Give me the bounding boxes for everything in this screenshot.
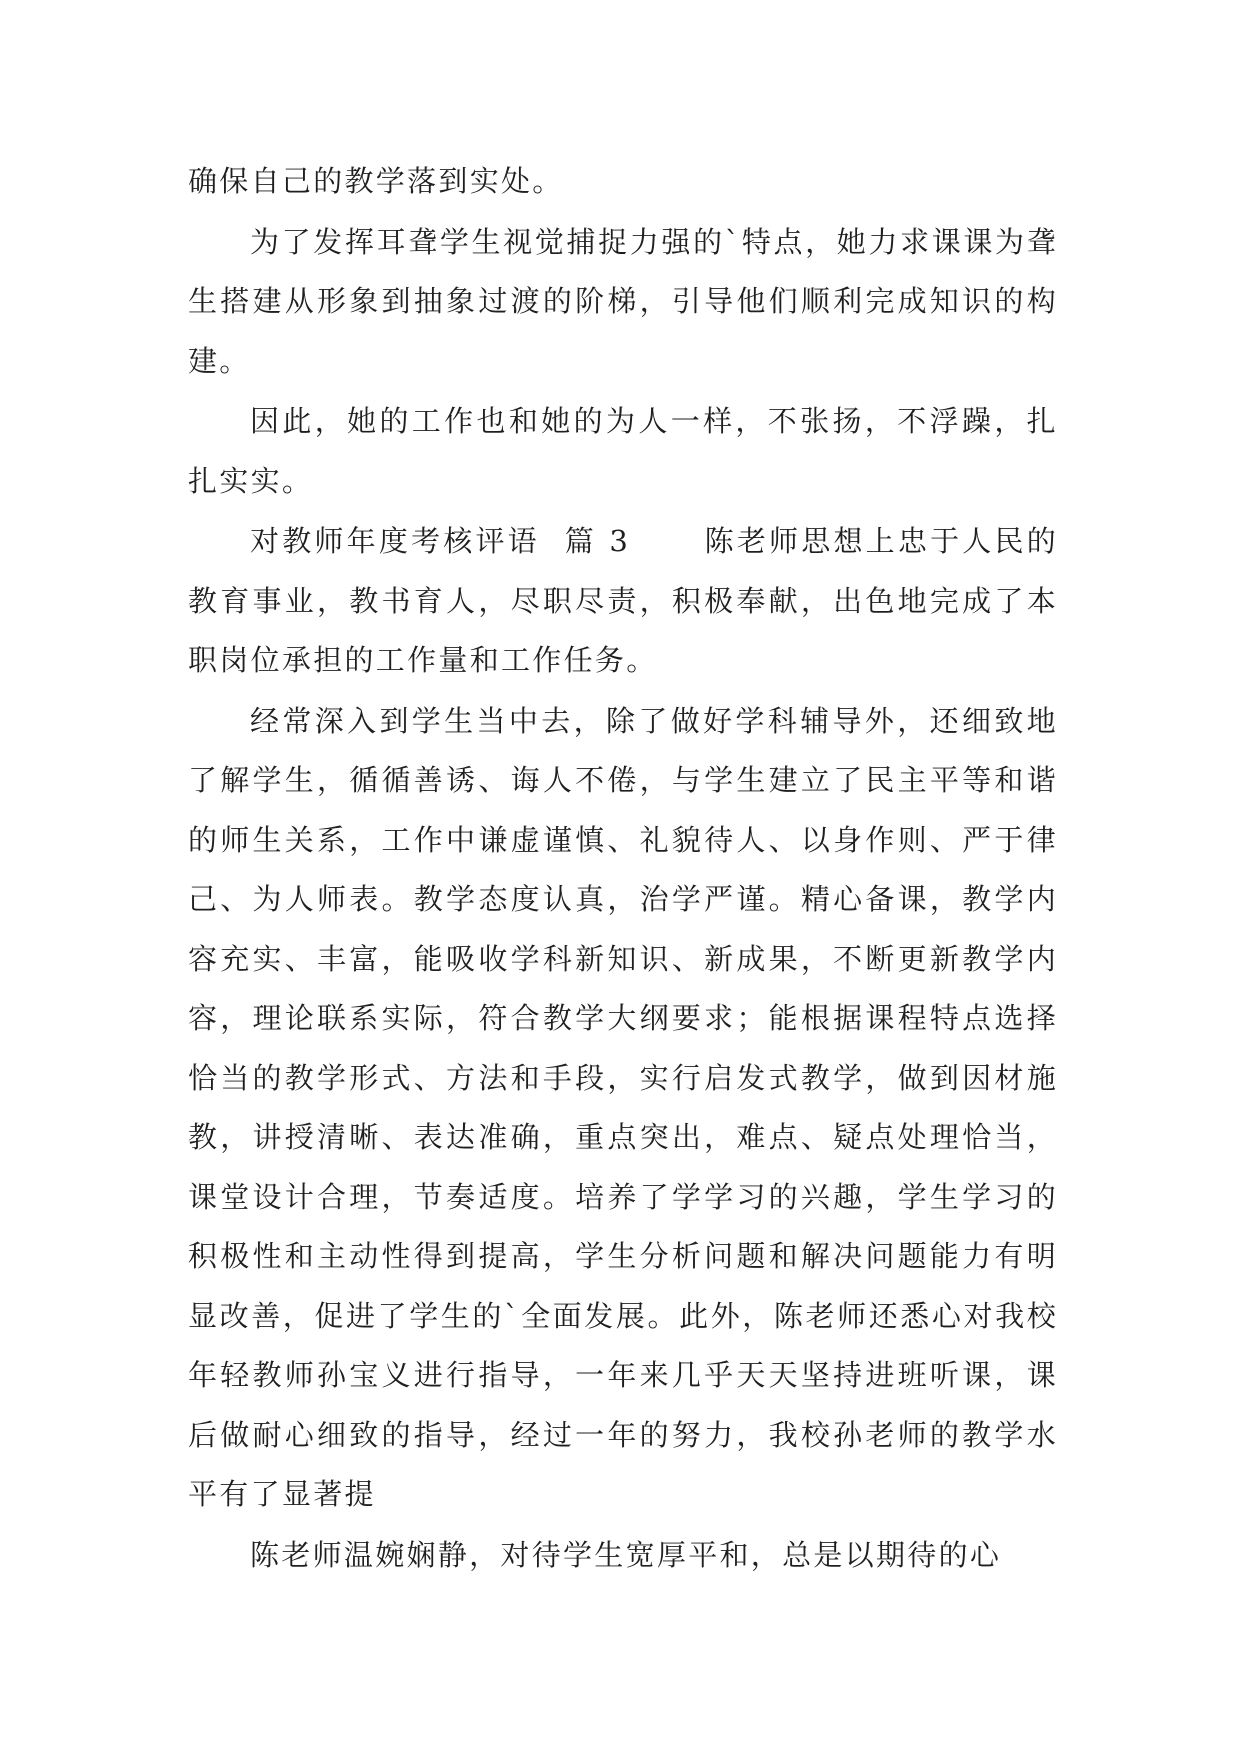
paragraph-1: 确保自己的教学落到实处。	[188, 164, 564, 198]
document-body	[188, 152, 1058, 1586]
paragraph-6: 陈老师温婉娴静，对待学生宽厚平和，总是以期待的心	[250, 1537, 1002, 1572]
paragraph-2: 为了发挥耳聋学生视觉捕捉力强的`特点，她力求课课为聋生搭建从形象到抽象过渡的阶梯，引导他们顺利完成知识的构建。	[188, 224, 1058, 378]
paragraph-5: 经常深入到学生当中去，除了做好学科辅导外，还细致地了解学生，循循善诱、诲人不倦，与学生建立了民主平等和谐的师生关系，工作中谦虚谨慎、礼貌待人、以身作则、严于律己、为人师表。教学态度认真，治学严谨。精心备课，教学内容充实、丰富，能吸收学科新知识、新成果，不断更新教学内容，理论联系实际，符合教学大纲要求；能根据课程特点选择恰当的教学形式、方法和手段，实行启发式教学，做到因材施教，讲授清晰、表达准确，重点突出，难点、疑点处理恰当，课堂设计合理，节奏适度。培养了学学习的兴趣，学生学习的积极性和主动性得到提高，学生分析问题和解决问题能力有明显改善，促进了学生的`全面发展。此外，陈老师还悉心对我校年轻教师孙宝义进行指导，一年来几乎天天坚持进班听课，课后做耐心细致的指导，经过一年的努力，我校孙老师的教学水平有了显著提	[188, 703, 1058, 1511]
paragraph-3: 因此，她的工作也和她的为人一样，不张扬，不浮躁，扎扎实实。	[188, 404, 1058, 498]
paragraph-4: 对教师年度考核评语 篇 3 陈老师思想上忠于人民的教育事业，教书育人，尽职尽责，积极奉献，出色地完成了本职岗位承担的工作量和工作任务。	[188, 524, 1058, 677]
